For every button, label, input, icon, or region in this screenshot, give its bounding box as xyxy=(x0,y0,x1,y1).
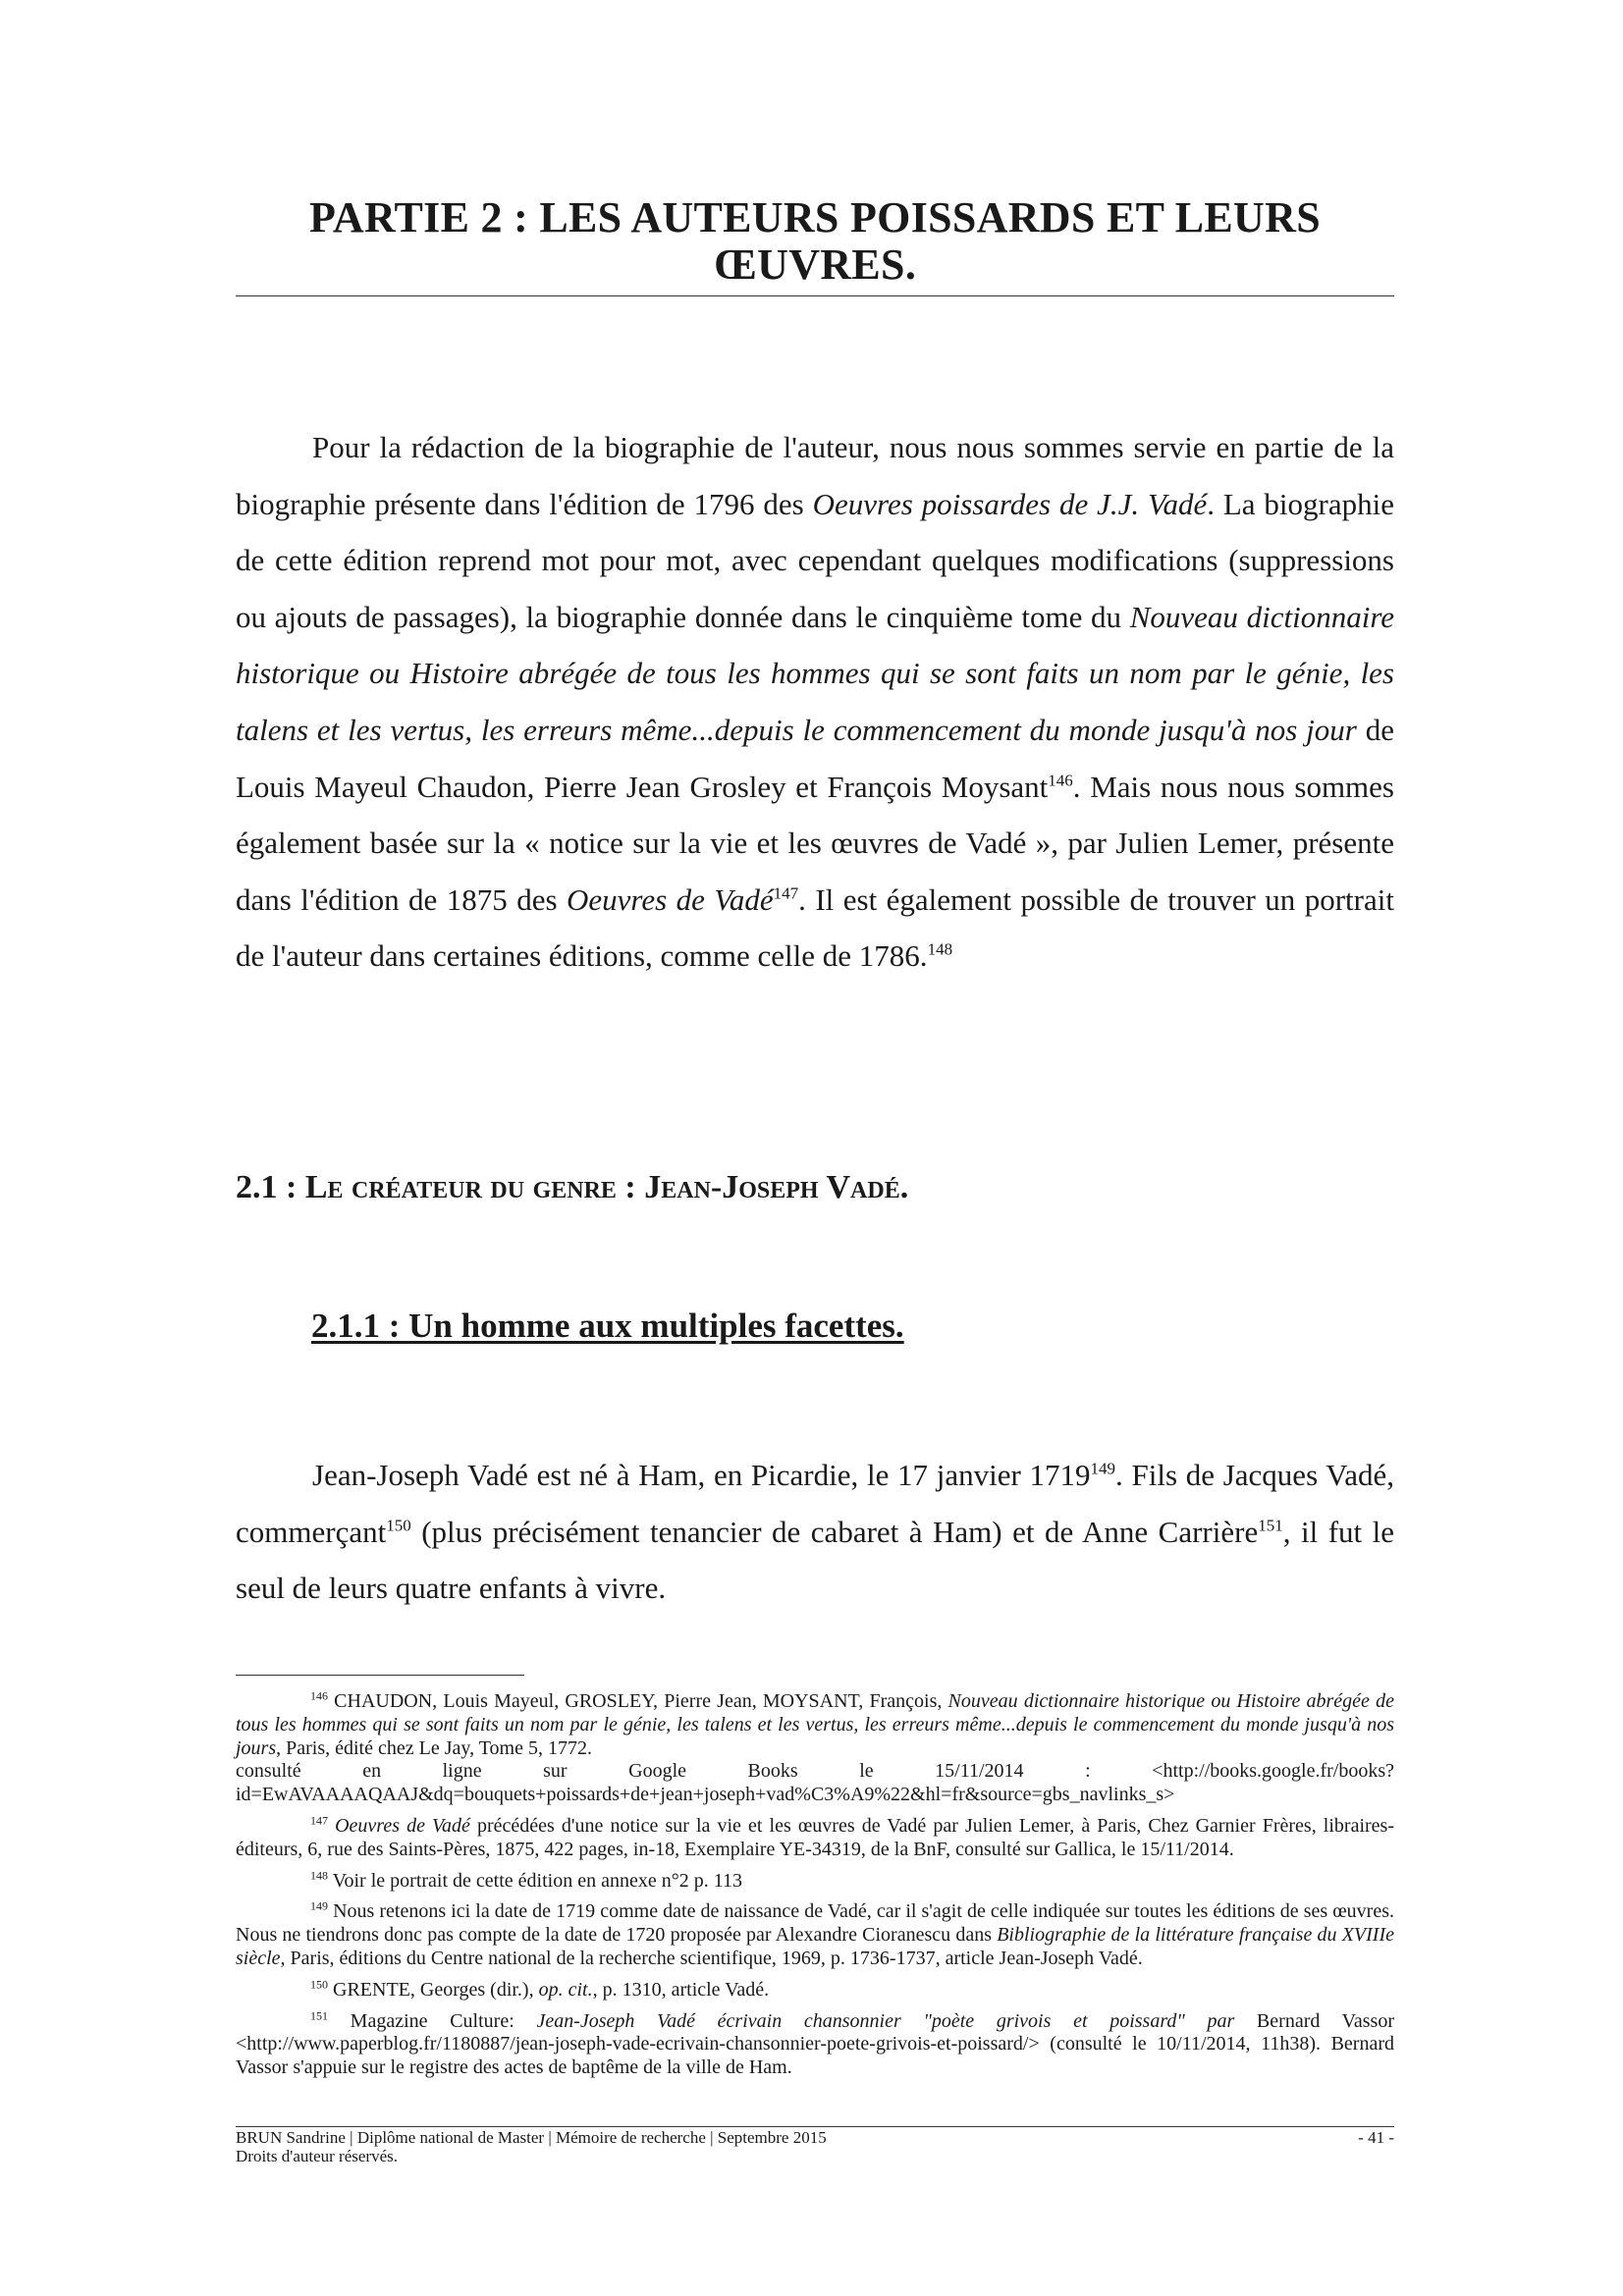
footnote-ref-148[interactable]: 148 xyxy=(927,940,953,960)
footnotes xyxy=(236,1690,1394,2088)
footnote-text: Magazine Culture: xyxy=(328,2009,537,2032)
footnote-number: 146 xyxy=(310,1688,328,1703)
vade-paragraph xyxy=(236,1447,1394,1617)
footnote-number: 150 xyxy=(310,1977,328,1992)
subsection-heading: 2.1.1 : Un homme aux multiples facettes. xyxy=(311,1307,904,1345)
footnote-text: , Paris, édité chez Le Jay, Tome 5, 1772. xyxy=(276,1736,592,1759)
footnote-separator xyxy=(236,1675,524,1676)
intro-italic-3: Oeuvres de Vadé xyxy=(567,881,774,917)
vade-text-2: . Fils de Jacques Vadé, commerçant xyxy=(236,1458,1395,1549)
footnote-147 xyxy=(236,1815,1394,1862)
footnote-149 xyxy=(236,1900,1394,1970)
footnote-text: GRENTE, Georges (dir.), xyxy=(328,1978,539,2001)
footnote-146 xyxy=(236,1690,1394,1807)
intro-paragraph xyxy=(236,419,1394,985)
footnote-text: Bernard Vassor <http://www.paperblog.fr/1180887/jean-joseph-vade-ecrivain-chansonnier-poete-grivois-et-poissard/> (consulté le 10/11/2014, 11h38). Bernard Vassor s'appuie sur le registre des actes de baptême de la ville de Ham. xyxy=(236,2009,1395,2079)
vade-text-3: (plus précisément tenancier de cabaret à Ham) et de Anne Carrière xyxy=(410,1514,1259,1549)
intro-italic-1: Oeuvres poissardes de J.J. Vadé xyxy=(812,486,1208,521)
footnote-number: 148 xyxy=(310,1867,328,1882)
footnote-italic: Bibliographie de la littérature française du XVIIIe siècle xyxy=(236,1924,1395,1969)
footnote-number: 151 xyxy=(310,2007,328,2022)
section-title: Le créateur du genre : Jean-Joseph Vadé. xyxy=(304,1169,909,1205)
footnote-number: 149 xyxy=(310,1898,328,1913)
page-number: - 41 - xyxy=(1358,2128,1394,2147)
section-heading xyxy=(236,1169,908,1206)
footnote-italic: Oeuvres de Vadé xyxy=(328,1814,470,1837)
footnote-text: , Paris, éditions du Centre national de la recherche scientifique, 1969, p. 1736-1737, article Jean-Joseph Vadé. xyxy=(280,1947,1143,1969)
footnote-ref-147[interactable]: 147 xyxy=(773,883,799,903)
footnote-number: 147 xyxy=(310,1813,328,1828)
footer-rights-line: Droits d'auteur réservés. xyxy=(236,2147,398,2165)
footnote-ref-146[interactable]: 146 xyxy=(1048,771,1073,790)
vade-text-4: , il fut le seul de leurs quatre enfants à vivre. xyxy=(236,1514,1394,1606)
footnote-text: Nous retenons ici la date de 1719 comme date de naissance de Vadé, car il s'agit de celle indiquée sur toutes les éditions de ses œuvres. Nous ne tiendrons donc pas compte de la date de 1720 proposée par Alexandre Cioranescu dans xyxy=(236,1900,1394,1947)
footnote-italic: Jean-Joseph Vadé écrivain chansonnier "poète grivois et poissard" par xyxy=(536,2009,1235,2032)
intro-text-3: de Louis Mayeul Chaudon, Pierre Jean Grosley et François Moysant xyxy=(236,712,1394,804)
intro-italic-2: Nouveau dictionnaire historique ou Histoire abrégée de tous les hommes qui se sont faits un nom par le génie, les talens et les vertus, les erreurs même...depuis le commencement du monde jusqu'à nos jour xyxy=(236,599,1394,747)
intro-text-2: . La biographie de cette édition reprend mot pour mot, avec cependant quelques modifications (suppressions ou ajouts de passages), la biographie donnée dans le cinquième tome du xyxy=(236,486,1394,634)
footnote-text: Voir le portrait de cette édition en annexe n°2 p. 113 xyxy=(328,1869,742,1892)
footnote-ref-150[interactable]: 150 xyxy=(386,1516,411,1535)
footer-credits xyxy=(236,2128,1119,2165)
footnote-italic: op. cit. xyxy=(538,1978,593,2001)
footnote-148 xyxy=(236,1867,1394,1894)
footnote-text: précédées d'une notice sur la vie et les œuvres de Vadé par Julien Lemer, à Paris, Chez Garnier Frères, libraires-éditeurs, 6, rue des Saints-Pères, 1875, 422 pages, in-18, Exemplaire YE-34319, de la BnF, consulté sur Gallica, le 15/11/2014. xyxy=(236,1814,1394,1860)
footnote-151 xyxy=(236,2007,1395,2080)
intro-text-4: . Mais nous nous sommes également basée sur la « notice sur la vie et les œuvres de Vadé », par Julien Lemer, présente dans l'édition de 1875 des xyxy=(236,769,1394,917)
footnote-ref-151[interactable]: 151 xyxy=(1258,1516,1283,1535)
footnote-150 xyxy=(236,1979,1394,2002)
section-number: 2.1 : xyxy=(236,1169,298,1205)
footer-author-line: BRUN Sandrine | Diplôme national de Master | Mémoire de recherche | Septembre 2015 xyxy=(236,2128,827,2147)
footnote-link[interactable]: consulté en ligne sur Google Books le 15/11/2014 : <http://books.google.fr/books?id=EwAVAAAAQAAJ&dq=bouquets+poissards+de+jean+joseph+vad%C3%A9%22&hl=fr&source=gbs_navlinks_s> xyxy=(236,1760,1394,1806)
intro-text-1: Pour la rédaction de la biographie de l'auteur, nous nous sommes servie en partie de la biographie présente dans l'édition de 1796 des xyxy=(236,430,1394,521)
footnote-text: CHAUDON, Louis Mayeul, GROSLEY, Pierre Jean, MOYSANT, François, xyxy=(328,1690,948,1712)
footnote-italic: Nouveau dictionnaire historique ou Histoire abrégée de tous les hommes qui se sont faits un nom par le génie, les talens et les vertus, les erreurs même...depuis le commencement du monde jusqu'à nos jours xyxy=(236,1690,1394,1759)
footnote-text: , p. 1310, article Vadé. xyxy=(592,1978,770,2001)
footnote-ref-149[interactable]: 149 xyxy=(1090,1459,1116,1478)
part-title: PARTIE 2 : LES AUTEURS POISSARDS ET LEURS ŒUVRES. xyxy=(309,193,1321,289)
vade-text-1: Jean-Joseph Vadé est né à Ham, en Picardie, le 17 janvier 1719 xyxy=(312,1458,1091,1492)
title-rule xyxy=(236,295,1394,296)
intro-text-5: . Il est également possible de trouver un portrait de l'auteur dans certaines éditions, comme celle de 1786. xyxy=(236,881,1394,974)
footer-rule xyxy=(236,2126,1394,2127)
